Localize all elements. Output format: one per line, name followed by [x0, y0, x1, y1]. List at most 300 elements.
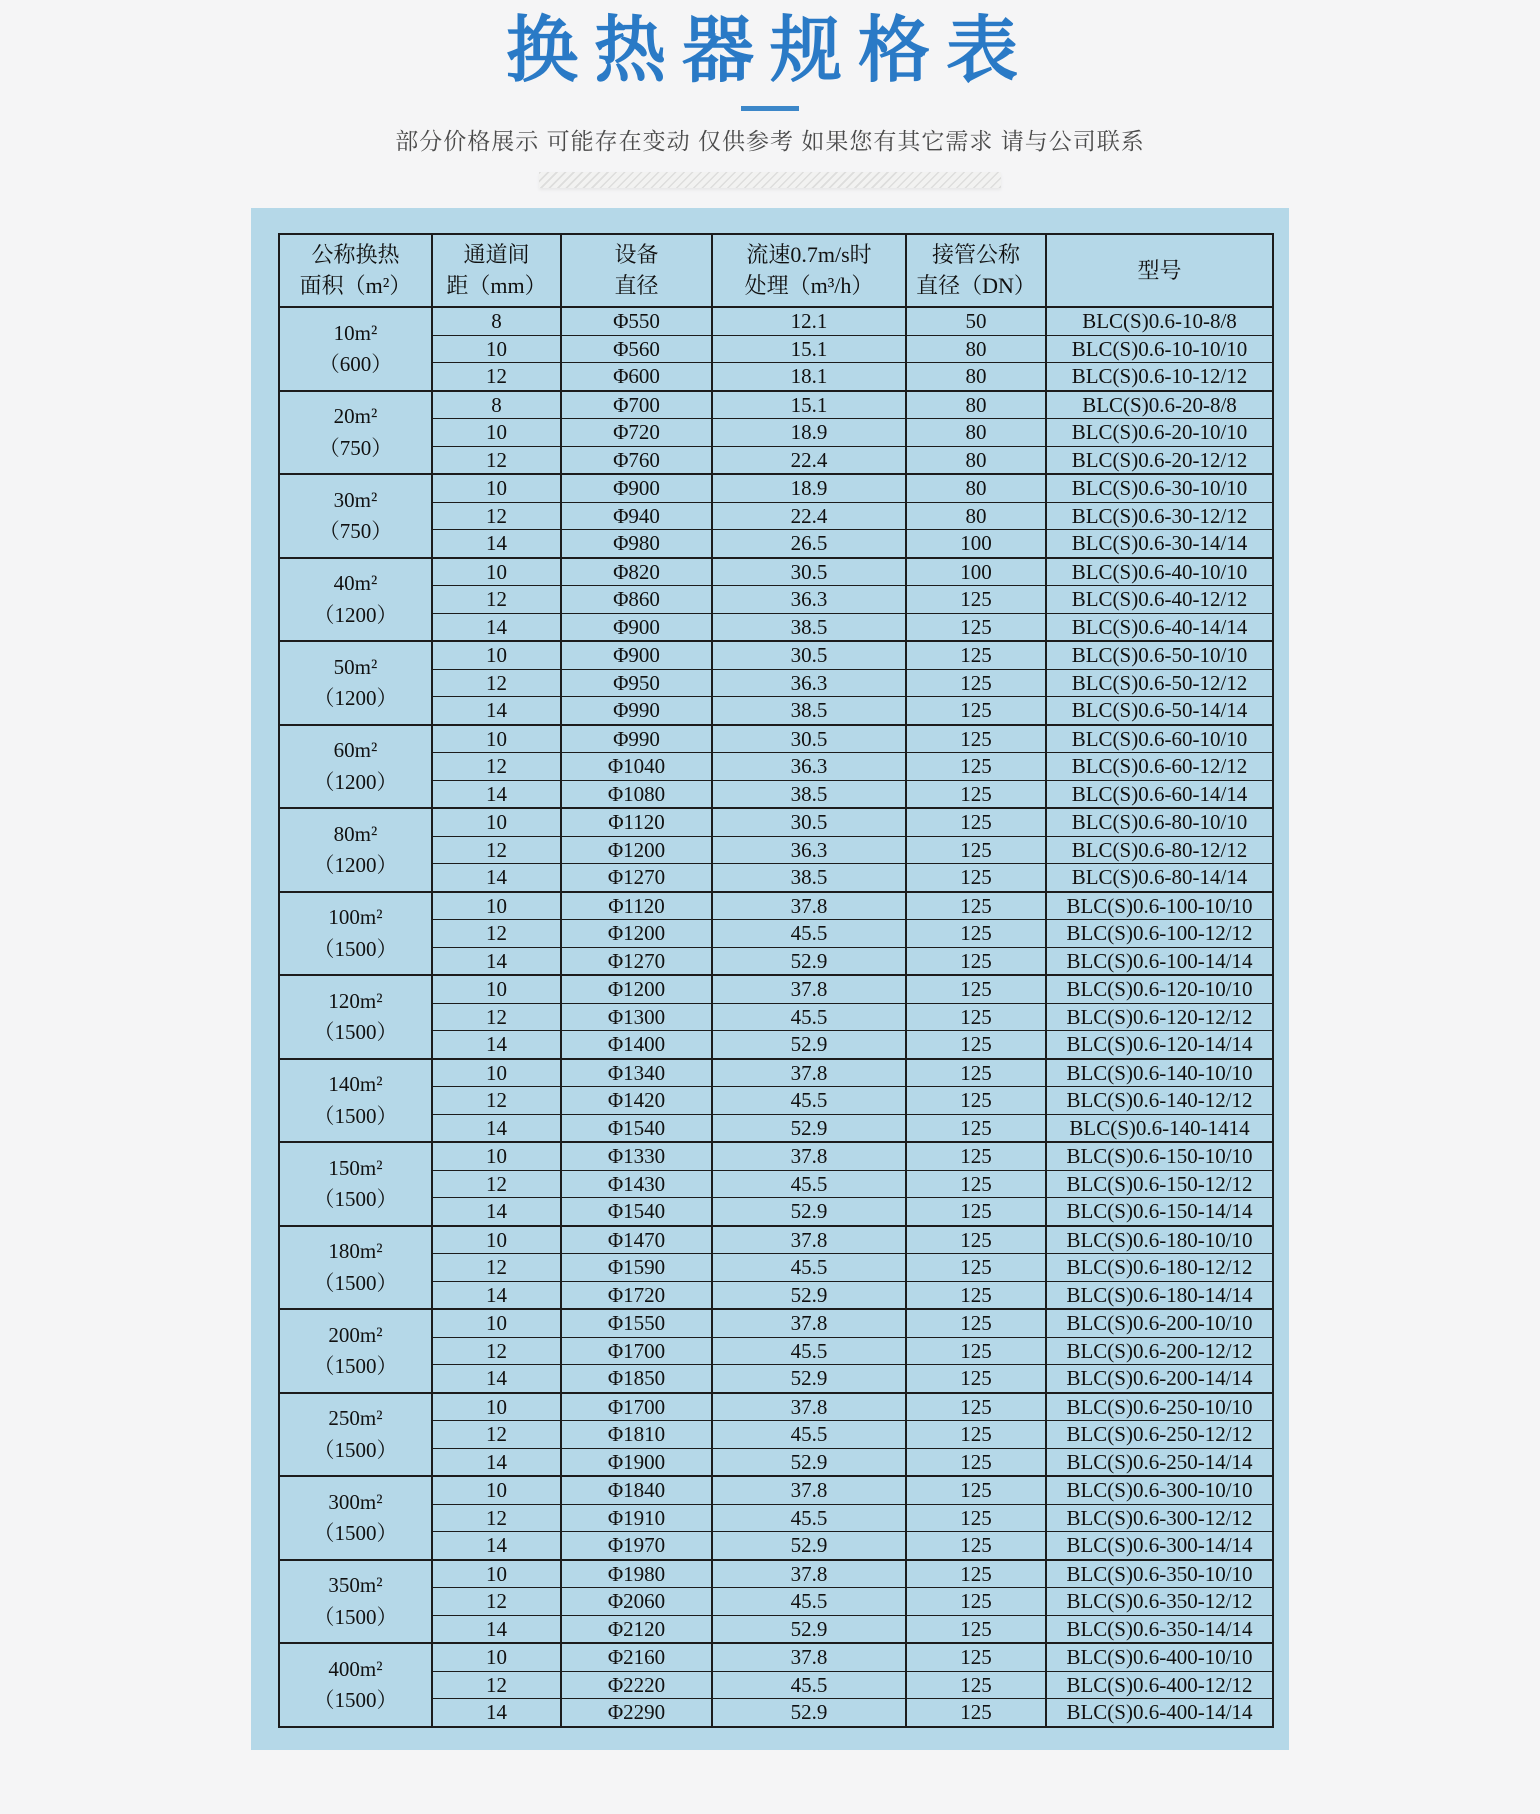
spacing-cell: 14 [432, 1114, 561, 1142]
model-cell: BLC(S)0.6-40-12/12 [1046, 586, 1273, 614]
dn-cell: 80 [906, 419, 1046, 447]
diameter-cell: Φ2290 [561, 1699, 712, 1727]
flow-cell: 45.5 [712, 1504, 906, 1532]
spacing-cell: 8 [432, 391, 561, 419]
header-line: 直径 [614, 273, 659, 299]
model-cell: BLC(S)0.6-200-10/10 [1046, 1309, 1273, 1337]
flow-cell: 12.1 [712, 307, 906, 335]
diameter-cell: Φ1970 [561, 1532, 712, 1560]
flow-cell: 38.5 [712, 697, 906, 725]
dn-cell: 125 [906, 920, 1046, 948]
area-size: （600） [318, 352, 393, 377]
dn-cell: 125 [906, 1226, 1046, 1254]
flow-cell: 37.8 [712, 1309, 906, 1337]
area-value: 140m² [328, 1072, 383, 1097]
diameter-cell: Φ1430 [561, 1170, 712, 1198]
area-size: （1200） [313, 686, 398, 711]
flow-cell: 26.5 [712, 530, 906, 558]
flow-cell: 36.3 [712, 669, 906, 697]
diameter-cell: Φ2160 [561, 1643, 712, 1671]
diameter-cell: Φ1270 [561, 864, 712, 892]
area-value: 30m² [333, 487, 378, 512]
spacing-cell: 14 [432, 1615, 561, 1643]
page-header [0, 0, 1540, 188]
model-cell: BLC(S)0.6-120-10/10 [1046, 975, 1273, 1003]
dn-cell: 80 [906, 446, 1046, 474]
flow-cell: 38.5 [712, 864, 906, 892]
model-cell: BLC(S)0.6-300-10/10 [1046, 1476, 1273, 1504]
spacing-cell: 12 [432, 920, 561, 948]
area-value: 60m² [333, 738, 378, 763]
col-header-spacing [432, 234, 561, 308]
area-size: （1500） [313, 1020, 398, 1045]
model-cell: BLC(S)0.6-10-8/8 [1046, 307, 1273, 335]
flow-cell: 38.5 [712, 613, 906, 641]
area-value: 180m² [328, 1239, 383, 1264]
table-row [279, 558, 1273, 586]
header-line: 设备 [614, 241, 659, 267]
model-cell: BLC(S)0.6-180-10/10 [1046, 1226, 1273, 1254]
spacing-cell: 10 [432, 1393, 561, 1421]
table-row [279, 725, 1273, 753]
table-row [279, 1560, 1273, 1588]
area-value: 250m² [328, 1406, 383, 1431]
diameter-cell: Φ1080 [561, 780, 712, 808]
dn-cell: 125 [906, 613, 1046, 641]
diameter-cell: Φ2120 [561, 1615, 712, 1643]
dn-cell: 125 [906, 947, 1046, 975]
dn-cell: 125 [906, 1142, 1046, 1170]
model-cell: BLC(S)0.6-350-10/10 [1046, 1560, 1273, 1588]
model-cell: BLC(S)0.6-20-10/10 [1046, 419, 1273, 447]
model-cell: BLC(S)0.6-140-10/10 [1046, 1059, 1273, 1087]
model-cell: BLC(S)0.6-250-12/12 [1046, 1421, 1273, 1449]
spacing-cell: 10 [432, 892, 561, 920]
dn-cell: 125 [906, 1170, 1046, 1198]
dn-cell: 125 [906, 1532, 1046, 1560]
table-row [279, 1309, 1273, 1337]
area-group-cell [279, 975, 432, 1059]
diameter-cell: Φ1200 [561, 920, 712, 948]
area-group-cell [279, 1142, 432, 1226]
dn-cell: 125 [906, 586, 1046, 614]
diameter-cell: Φ1200 [561, 836, 712, 864]
dn-cell: 80 [906, 474, 1046, 502]
area-value: 150m² [328, 1155, 383, 1180]
area-group-cell [279, 1226, 432, 1310]
spacing-cell: 10 [432, 808, 561, 836]
spacing-cell: 12 [432, 1003, 561, 1031]
flow-cell: 52.9 [712, 1198, 906, 1226]
area-size: （750） [318, 435, 393, 460]
dn-cell: 125 [906, 1031, 1046, 1059]
flow-cell: 30.5 [712, 808, 906, 836]
area-group-cell [279, 1309, 432, 1393]
hatch-decoration [539, 172, 1001, 188]
diameter-cell: Φ1470 [561, 1226, 712, 1254]
col-header-model [1046, 234, 1273, 308]
diameter-cell: Φ1550 [561, 1309, 712, 1337]
model-cell: BLC(S)0.6-10-12/12 [1046, 363, 1273, 391]
spacing-cell: 10 [432, 725, 561, 753]
model-cell: BLC(S)0.6-180-14/14 [1046, 1281, 1273, 1309]
area-value: 350m² [328, 1573, 383, 1598]
spacing-cell: 10 [432, 1476, 561, 1504]
model-cell: BLC(S)0.6-300-12/12 [1046, 1504, 1273, 1532]
model-cell: BLC(S)0.6-180-12/12 [1046, 1254, 1273, 1282]
diameter-cell: Φ760 [561, 446, 712, 474]
area-size: （1500） [313, 1437, 398, 1462]
model-cell: BLC(S)0.6-60-12/12 [1046, 753, 1273, 781]
dn-cell: 80 [906, 335, 1046, 363]
model-cell: BLC(S)0.6-200-12/12 [1046, 1337, 1273, 1365]
dn-cell: 125 [906, 1588, 1046, 1616]
area-size: （1500） [313, 936, 398, 961]
spacing-cell: 10 [432, 1226, 561, 1254]
diameter-cell: Φ950 [561, 669, 712, 697]
diameter-cell: Φ1420 [561, 1087, 712, 1115]
model-cell: BLC(S)0.6-60-14/14 [1046, 780, 1273, 808]
area-group-cell [279, 725, 432, 809]
spacing-cell: 14 [432, 1031, 561, 1059]
flow-cell: 37.8 [712, 1476, 906, 1504]
flow-cell: 52.9 [712, 1532, 906, 1560]
header-line: 型号 [1137, 257, 1182, 283]
flow-cell: 15.1 [712, 391, 906, 419]
model-cell: BLC(S)0.6-100-10/10 [1046, 892, 1273, 920]
dn-cell: 125 [906, 641, 1046, 669]
model-cell: BLC(S)0.6-20-8/8 [1046, 391, 1273, 419]
area-size: （750） [318, 519, 393, 544]
dn-cell: 125 [906, 1393, 1046, 1421]
spacing-cell: 12 [432, 1504, 561, 1532]
dn-cell: 125 [906, 725, 1046, 753]
spacing-cell: 10 [432, 558, 561, 586]
model-cell: BLC(S)0.6-80-10/10 [1046, 808, 1273, 836]
model-cell: BLC(S)0.6-100-12/12 [1046, 920, 1273, 948]
flow-cell: 36.3 [712, 836, 906, 864]
diameter-cell: Φ900 [561, 641, 712, 669]
page-subtitle: 部分价格展示 可能存在变动 仅供参考 如果您有其它需求 请与公司联系 [395, 127, 1145, 154]
table-row [279, 1393, 1273, 1421]
model-cell: BLC(S)0.6-200-14/14 [1046, 1365, 1273, 1393]
diameter-cell: Φ1120 [561, 808, 712, 836]
flow-cell: 37.8 [712, 892, 906, 920]
header-row [279, 234, 1273, 308]
model-cell: BLC(S)0.6-10-10/10 [1046, 335, 1273, 363]
area-size: （1200） [313, 853, 398, 878]
area-value: 40m² [333, 571, 378, 596]
dn-cell: 100 [906, 530, 1046, 558]
spacing-cell: 12 [432, 586, 561, 614]
header-line: 接管公称 [931, 241, 1020, 267]
flow-cell: 18.9 [712, 474, 906, 502]
dn-cell: 125 [906, 1254, 1046, 1282]
header-line: 公称换热 [311, 241, 400, 267]
table-row [279, 1142, 1273, 1170]
spacing-cell: 14 [432, 697, 561, 725]
spacing-cell: 12 [432, 1671, 561, 1699]
dn-cell: 125 [906, 808, 1046, 836]
area-group-cell [279, 474, 432, 558]
spacing-cell: 10 [432, 1059, 561, 1087]
spacing-cell: 10 [432, 1643, 561, 1671]
spacing-cell: 12 [432, 1254, 561, 1282]
flow-cell: 37.8 [712, 1142, 906, 1170]
header-line: 处理（m³/h） [744, 273, 874, 299]
area-group-cell [279, 1476, 432, 1560]
dn-cell: 50 [906, 307, 1046, 335]
area-value: 100m² [328, 905, 383, 930]
spacing-cell: 10 [432, 641, 561, 669]
flow-cell: 45.5 [712, 1588, 906, 1616]
diameter-cell: Φ1400 [561, 1031, 712, 1059]
model-cell: BLC(S)0.6-150-14/14 [1046, 1198, 1273, 1226]
table-row [279, 474, 1273, 502]
diameter-cell: Φ1900 [561, 1448, 712, 1476]
flow-cell: 52.9 [712, 1365, 906, 1393]
table-row [279, 641, 1273, 669]
diameter-cell: Φ1200 [561, 975, 712, 1003]
spacing-cell: 14 [432, 613, 561, 641]
flow-cell: 52.9 [712, 1031, 906, 1059]
model-cell: BLC(S)0.6-120-14/14 [1046, 1031, 1273, 1059]
model-cell: BLC(S)0.6-50-12/12 [1046, 669, 1273, 697]
area-group-cell [279, 1643, 432, 1727]
model-cell: BLC(S)0.6-50-10/10 [1046, 641, 1273, 669]
diameter-cell: Φ980 [561, 530, 712, 558]
spec-table-panel [251, 208, 1289, 1750]
flow-cell: 45.5 [712, 1003, 906, 1031]
header-line: 直径（DN） [916, 273, 1036, 299]
flow-cell: 37.8 [712, 975, 906, 1003]
diameter-cell: Φ1720 [561, 1281, 712, 1309]
spacing-cell: 10 [432, 335, 561, 363]
flow-cell: 18.1 [712, 363, 906, 391]
area-value: 120m² [328, 988, 383, 1013]
area-group-cell [279, 558, 432, 642]
flow-cell: 30.5 [712, 558, 906, 586]
title-divider [741, 106, 799, 111]
diameter-cell: Φ860 [561, 586, 712, 614]
diameter-cell: Φ2220 [561, 1671, 712, 1699]
dn-cell: 125 [906, 1671, 1046, 1699]
dn-cell: 125 [906, 1003, 1046, 1031]
spacing-cell: 10 [432, 474, 561, 502]
spacing-cell: 12 [432, 502, 561, 530]
flow-cell: 18.9 [712, 419, 906, 447]
table-row [279, 975, 1273, 1003]
dn-cell: 125 [906, 1421, 1046, 1449]
area-size: （1500） [313, 1270, 398, 1295]
col-header-diameter [561, 234, 712, 308]
model-cell: BLC(S)0.6-30-12/12 [1046, 502, 1273, 530]
spacing-cell: 14 [432, 530, 561, 558]
dn-cell: 125 [906, 836, 1046, 864]
spacing-cell: 10 [432, 975, 561, 1003]
model-cell: BLC(S)0.6-250-10/10 [1046, 1393, 1273, 1421]
flow-cell: 37.8 [712, 1059, 906, 1087]
area-value: 200m² [328, 1322, 383, 1347]
header-line: 通道间 [463, 241, 530, 267]
area-size: （1500） [313, 1521, 398, 1546]
spacing-cell: 12 [432, 446, 561, 474]
spacing-cell: 12 [432, 1421, 561, 1449]
area-value: 20m² [333, 404, 378, 429]
spacing-cell: 14 [432, 1198, 561, 1226]
area-group-cell [279, 1560, 432, 1644]
area-group-cell [279, 1059, 432, 1143]
dn-cell: 125 [906, 1615, 1046, 1643]
area-size: （1500） [313, 1103, 398, 1128]
flow-cell: 36.3 [712, 753, 906, 781]
dn-cell: 125 [906, 1448, 1046, 1476]
dn-cell: 125 [906, 1198, 1046, 1226]
dn-cell: 125 [906, 1059, 1046, 1087]
diameter-cell: Φ1300 [561, 1003, 712, 1031]
flow-cell: 45.5 [712, 1170, 906, 1198]
flow-cell: 38.5 [712, 780, 906, 808]
diameter-cell: Φ1980 [561, 1560, 712, 1588]
flow-cell: 22.4 [712, 502, 906, 530]
spacing-cell: 14 [432, 780, 561, 808]
flow-cell: 22.4 [712, 446, 906, 474]
model-cell: BLC(S)0.6-60-10/10 [1046, 725, 1273, 753]
diameter-cell: Φ700 [561, 391, 712, 419]
dn-cell: 125 [906, 1337, 1046, 1365]
spacing-cell: 12 [432, 669, 561, 697]
model-cell: BLC(S)0.6-40-14/14 [1046, 613, 1273, 641]
flow-cell: 45.5 [712, 1254, 906, 1282]
model-cell: BLC(S)0.6-140-12/12 [1046, 1087, 1273, 1115]
spacing-cell: 12 [432, 1588, 561, 1616]
diameter-cell: Φ990 [561, 697, 712, 725]
dn-cell: 125 [906, 975, 1046, 1003]
spacing-cell: 8 [432, 307, 561, 335]
flow-cell: 45.5 [712, 1337, 906, 1365]
col-header-area [279, 234, 432, 308]
diameter-cell: Φ1700 [561, 1337, 712, 1365]
diameter-cell: Φ1120 [561, 892, 712, 920]
spacing-cell: 12 [432, 1087, 561, 1115]
diameter-cell: Φ550 [561, 307, 712, 335]
flow-cell: 30.5 [712, 641, 906, 669]
area-group-cell [279, 391, 432, 475]
flow-cell: 52.9 [712, 1281, 906, 1309]
area-value: 300m² [328, 1489, 383, 1514]
diameter-cell: Φ900 [561, 613, 712, 641]
flow-cell: 52.9 [712, 1699, 906, 1727]
model-cell: BLC(S)0.6-40-10/10 [1046, 558, 1273, 586]
flow-cell: 52.9 [712, 1615, 906, 1643]
spacing-cell: 14 [432, 1532, 561, 1560]
dn-cell: 125 [906, 1699, 1046, 1727]
dn-cell: 80 [906, 391, 1046, 419]
table-row [279, 892, 1273, 920]
page-title: 换热器规格表 [505, 11, 1034, 91]
dn-cell: 125 [906, 892, 1046, 920]
model-cell: BLC(S)0.6-350-14/14 [1046, 1615, 1273, 1643]
flow-cell: 52.9 [712, 1448, 906, 1476]
spacing-cell: 10 [432, 419, 561, 447]
flow-cell: 45.5 [712, 920, 906, 948]
table-row [279, 808, 1273, 836]
diameter-cell: Φ940 [561, 502, 712, 530]
model-cell: BLC(S)0.6-300-14/14 [1046, 1532, 1273, 1560]
spacing-cell: 12 [432, 836, 561, 864]
dn-cell: 125 [906, 864, 1046, 892]
model-cell: BLC(S)0.6-150-12/12 [1046, 1170, 1273, 1198]
flow-cell: 37.8 [712, 1226, 906, 1254]
flow-cell: 37.8 [712, 1560, 906, 1588]
diameter-cell: Φ600 [561, 363, 712, 391]
diameter-cell: Φ1590 [561, 1254, 712, 1282]
spacing-cell: 10 [432, 1142, 561, 1170]
model-cell: BLC(S)0.6-30-10/10 [1046, 474, 1273, 502]
table-body [279, 307, 1273, 1727]
dn-cell: 125 [906, 1114, 1046, 1142]
diameter-cell: Φ1840 [561, 1476, 712, 1504]
area-value: 80m² [333, 821, 378, 846]
table-row [279, 1226, 1273, 1254]
spacing-cell: 12 [432, 753, 561, 781]
area-group-cell [279, 1393, 432, 1477]
spacing-cell: 12 [432, 1337, 561, 1365]
spacing-cell: 10 [432, 1560, 561, 1588]
dn-cell: 125 [906, 753, 1046, 781]
col-header-dn [906, 234, 1046, 308]
table-row [279, 1059, 1273, 1087]
area-size: （1500） [313, 1187, 398, 1212]
area-size: （1500） [313, 1688, 398, 1713]
area-value: 400m² [328, 1656, 383, 1681]
area-size: （1200） [313, 769, 398, 794]
spacing-cell: 10 [432, 1309, 561, 1337]
spacing-cell: 14 [432, 1448, 561, 1476]
diameter-cell: Φ1040 [561, 753, 712, 781]
header-line: 流速0.7m/s时 [746, 241, 872, 267]
area-group-cell [279, 892, 432, 976]
dn-cell: 125 [906, 1087, 1046, 1115]
model-cell: BLC(S)0.6-400-12/12 [1046, 1671, 1273, 1699]
dn-cell: 125 [906, 1281, 1046, 1309]
model-cell: BLC(S)0.6-80-12/12 [1046, 836, 1273, 864]
spacing-cell: 14 [432, 1699, 561, 1727]
dn-cell: 125 [906, 1365, 1046, 1393]
flow-cell: 45.5 [712, 1087, 906, 1115]
area-group-cell [279, 641, 432, 725]
table-row [279, 391, 1273, 419]
model-cell: BLC(S)0.6-150-10/10 [1046, 1142, 1273, 1170]
model-cell: BLC(S)0.6-400-10/10 [1046, 1643, 1273, 1671]
dn-cell: 125 [906, 1476, 1046, 1504]
dn-cell: 80 [906, 502, 1046, 530]
diameter-cell: Φ1330 [561, 1142, 712, 1170]
diameter-cell: Φ1910 [561, 1504, 712, 1532]
header-line: 距（mm） [446, 273, 547, 299]
flow-cell: 15.1 [712, 335, 906, 363]
flow-cell: 52.9 [712, 947, 906, 975]
model-cell: BLC(S)0.6-140-1414 [1046, 1114, 1273, 1142]
model-cell: BLC(S)0.6-400-14/14 [1046, 1699, 1273, 1727]
diameter-cell: Φ720 [561, 419, 712, 447]
area-value: 50m² [333, 654, 378, 679]
diameter-cell: Φ1270 [561, 947, 712, 975]
area-value: 10m² [333, 320, 378, 345]
spec-table [278, 233, 1274, 1728]
diameter-cell: Φ900 [561, 474, 712, 502]
spacing-cell: 14 [432, 1365, 561, 1393]
